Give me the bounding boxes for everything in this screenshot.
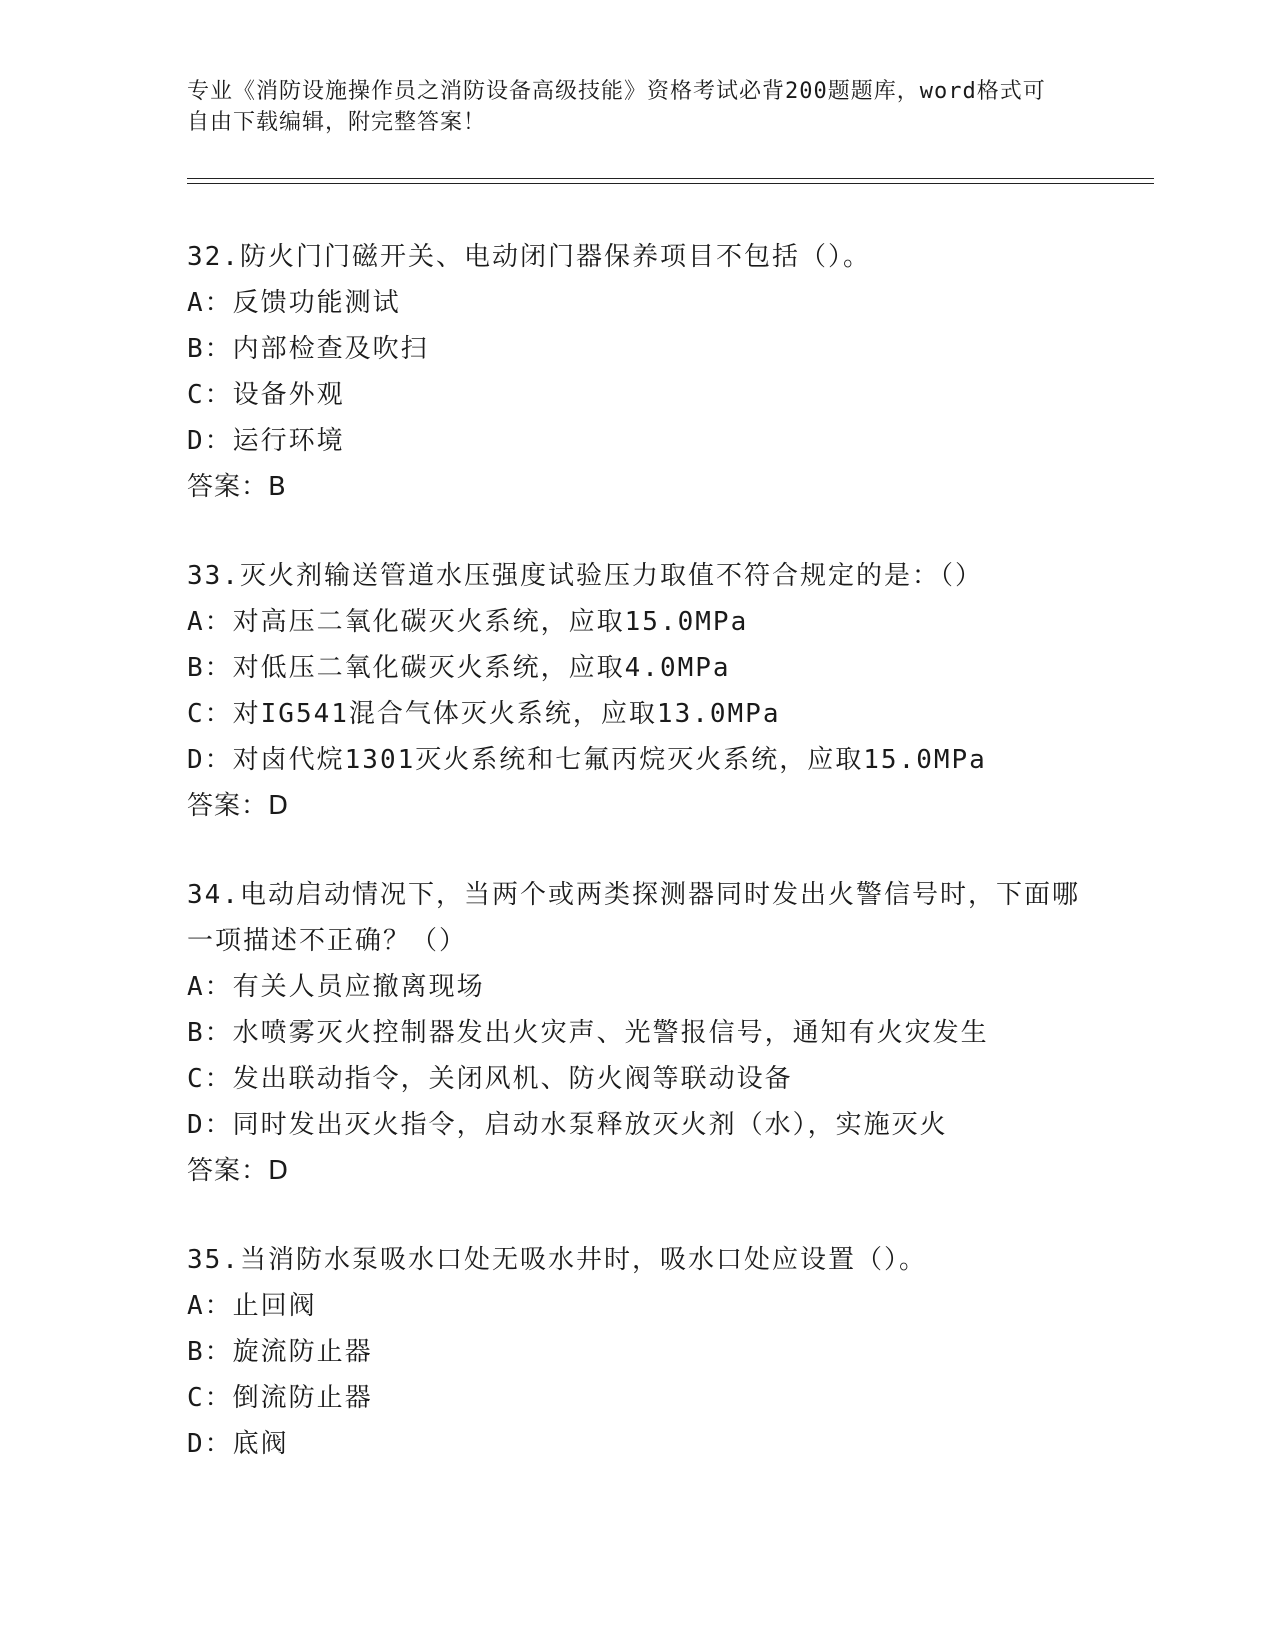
answer-line: 答案：D — [187, 1156, 290, 1186]
option-b: B：水喷雾灭火控制器发出火灾声、光警报信号，通知有火灾发生 — [187, 1018, 989, 1048]
answer-line: 答案：B — [187, 472, 287, 502]
question-32 — [187, 234, 1087, 510]
question-stem: 34.电动启动情况下，当两个或两类探测器同时发出火警信号时，下面哪一项描述不正确？（） — [187, 880, 1080, 956]
question-34 — [187, 872, 1087, 1194]
option-d: D：同时发出灭火指令，启动水泵释放灭火剂（水），实施灭火 — [187, 1110, 948, 1140]
header-divider-top — [187, 178, 1154, 179]
option-c: C：设备外观 — [187, 380, 345, 410]
option-a: A：止回阀 — [187, 1291, 317, 1321]
question-stem: 32.防火门门磁开关、电动闭门器保养项目不包括（）。 — [187, 242, 871, 272]
answer-line: 答案：D — [187, 791, 290, 821]
option-d: D：运行环境 — [187, 426, 345, 456]
option-a: A：反馈功能测试 — [187, 288, 401, 318]
option-c: C：对IG541混合气体灭火系统，应取13.0MPa — [187, 699, 781, 729]
option-d: D：底阀 — [187, 1429, 289, 1459]
question-stem: 35.当消防水泵吸水口处无吸水井时，吸水口处应设置（）。 — [187, 1245, 927, 1275]
question-stem: 33.灭火剂输送管道水压强度试验压力取值不符合规定的是：（） — [187, 561, 983, 591]
option-d: D：对卤代烷1301灭火系统和七氟丙烷灭火系统，应取15.0MPa — [187, 745, 987, 775]
question-33 — [187, 553, 1087, 829]
option-b: B：旋流防止器 — [187, 1337, 373, 1367]
question-35 — [187, 1237, 1087, 1467]
option-c: C：倒流防止器 — [187, 1383, 373, 1413]
option-b: B：对低压二氧化碳灭火系统，应取4.0MPa — [187, 653, 731, 683]
document-header: 专业《消防设施操作员之消防设备高级技能》资格考试必背200题题库，word格式可自由下载编辑，附完整答案！ — [187, 79, 1046, 135]
option-b: B：内部检查及吹扫 — [187, 334, 429, 364]
option-a: A：有关人员应撤离现场 — [187, 972, 485, 1002]
header-divider-bottom — [187, 183, 1154, 184]
option-a: A：对高压二氧化碳灭火系统，应取15.0MPa — [187, 607, 749, 637]
option-c: C：发出联动指令，关闭风机、防火阀等联动设备 — [187, 1064, 793, 1094]
